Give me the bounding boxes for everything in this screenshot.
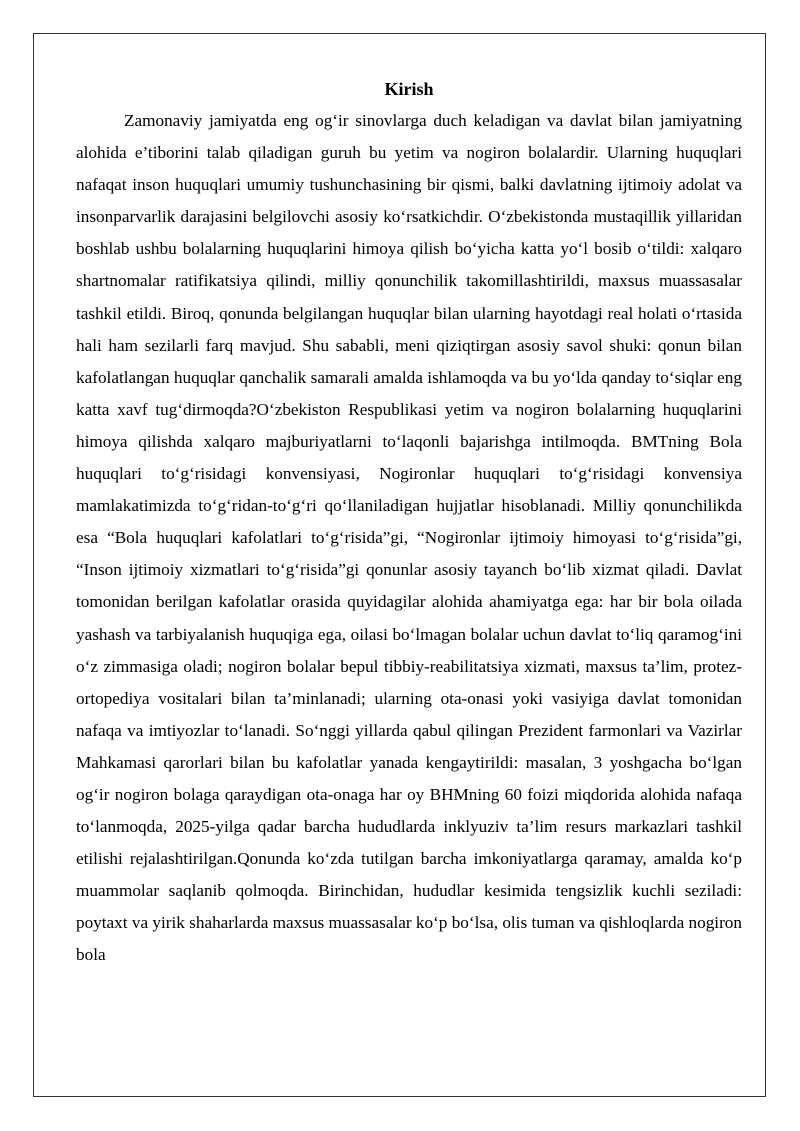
document-title: Kirish bbox=[384, 79, 434, 99]
document-content bbox=[76, 73, 742, 972]
document-body-paragraph: Zamonaviy jamiyatda eng og‘ir sinovlarga duch keladigan va davlat bilan jamiyatning alohida e’tiborini talab qiladigan guruh bu yetim va nogiron bolalardir. Ularning huquqlari nafaqat inson huquqlari umumiy tushunchasining bir qismi, balki davlatning ijtimoiy adolat va insonparvarlik darajasini belgilovchi asosiy ko‘rsatkichdir. O‘zbekistonda mustaqillik yillaridan boshlab ushbu bolalarning huquqlarini himoya qilish bo‘yicha katta yo‘l bosib o‘tildi: xalqaro shartnomalar ratifikatsiya qilindi, milliy qonunchilik takomillashtirildi, maxsus muassasalar tashkil etildi. Biroq, qonunda belgilangan huquqlar bilan ularning hayotdagi real holati o‘rtasida hali ham sezilarli farq mavjud. Shu sababli, meni qiziqtirgan asosiy savol shuki: qonun bilan kafolatlangan huquqlar qanchalik samarali amalda ishlamoqda va bu yo‘lda qanday to‘siqlar eng katta xavf tug‘dirmoqda?O‘zbekiston Respublikasi yetim va nogiron bolalarning huquqlarini himoya qilishda xalqaro majburiyatlarni to‘laqonli bajarishga intilmoqda. BMTning Bola huquqlari to‘g‘risidagi konvensiyasi, Nogironlar huquqlari to‘g‘risidagi konvensiya mamlakatimizda to‘g‘ridan-to‘g‘ri qo‘llaniladigan hujjatlar hisoblanadi. Milliy qonunchilikda esa “Bola huquqlari kafolatlari to‘g‘risida”gi, “Nogironlar ijtimoiy himoyasi to‘g‘risida”gi, “Inson ijtimoiy xizmatlari to‘g‘risida”gi qonunlar asosiy tayanch bo‘lib xizmat qiladi. Davlat tomonidan berilgan kafolatlar orasida quyidagilar alohida ahamiyatga ega: har bir bola oilada yashash va tarbiyalanish huquqiga ega, oilasi bo‘lmagan bolalar uchun davlat to‘liq qaramog‘ini o‘z zimmasiga oladi; nogiron bolalar bepul tibbiy-reabilitatsiya xizmati, maxsus ta’lim, protez-ortopediya vositalari bilan ta’minlanadi; ularning ota-onasi yoki vasiyiga davlat tomonidan nafaqa va imtiyozlar to‘lanadi. So‘nggi yillarda qabul qilingan Prezident farmonlari va Vazirlar Mahkamasi qarorlari bilan bu kafolatlar yanada kengaytirildi: masalan, 3 yoshgacha bo‘lgan og‘ir nogiron bolaga qaraydigan ota-onaga har oy BHMning 60 foizi miqdorida alohida nafaqa to‘lanmoqda, 2025-yilga qadar barcha hududlarda inklyuziv ta’lim resurs markazlari tashkil etilishi rejalashtirilgan.Qonunda ko‘zda tutilgan barcha imkoniyatlarga qaramay, amalda ko‘p muammolar saqlanib qolmoqda. Birinchidan, hududlar kesimida tengsizlik kuchli seziladi: poytaxt va yirik shaharlarda maxsus muassasalar ko‘p bo‘lsa, olis tuman va qishloqlarda nogiron bola bbox=[76, 111, 742, 965]
